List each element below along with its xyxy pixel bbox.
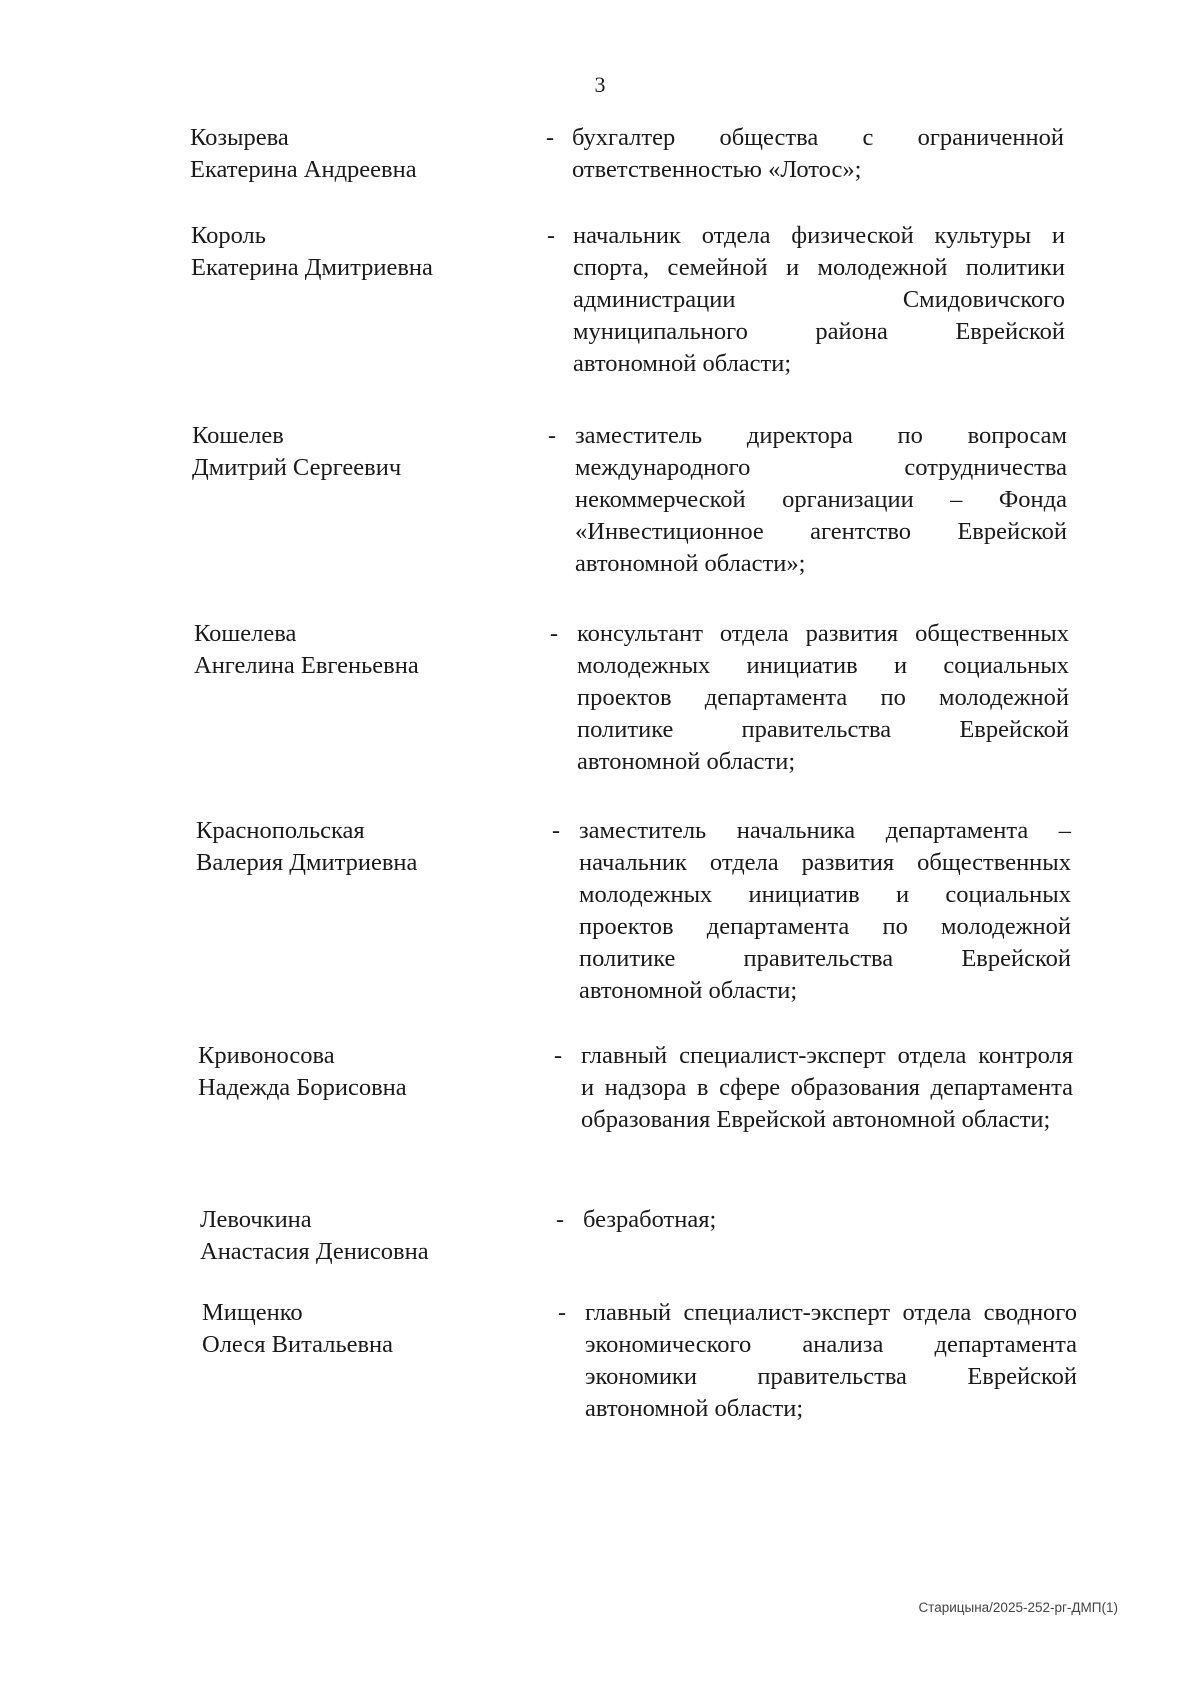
dash-separator: - <box>552 818 560 844</box>
member-name <box>191 220 521 284</box>
dash-separator: - <box>554 1043 562 1069</box>
member-given-names: Екатерина Андреевна <box>190 156 417 183</box>
member-position: главный специалист-эксперт отдела контроля и надзора в сфере образования департамента образования Еврейской автономной области; <box>581 1042 1073 1133</box>
member-position: консультант отдела развития общественных молодежных инициатив и социальных проектов департамента по молодежной политике правительства Еврейской автономной области; <box>577 620 1069 775</box>
member-given-names: Надежда Борисовна <box>198 1074 407 1101</box>
page-number: 3 <box>594 72 606 97</box>
member-name <box>200 1204 530 1268</box>
document-reference-code: Старицына/2025-252-рг-ДМП(1) <box>918 1600 1118 1615</box>
dash-separator: - <box>547 223 555 249</box>
member-surname: Кошелева <box>194 620 297 647</box>
member-position: бухгалтер общества с ограниченной ответственностью «Лотос»; <box>572 124 1064 183</box>
member-given-names: Валерия Дмитриевна <box>196 849 418 876</box>
member-surname: Мищенко <box>202 1299 303 1326</box>
member-name <box>196 815 526 879</box>
member-name <box>198 1040 528 1104</box>
member-given-names: Екатерина Дмитриевна <box>191 254 433 281</box>
member-surname: Козырева <box>190 124 289 151</box>
dash-separator: - <box>558 1300 566 1326</box>
member-position: главный специалист-эксперт отдела сводного экономического анализа департамента экономики правительства Еврейской автономной области; <box>585 1299 1077 1422</box>
member-position: заместитель директора по вопросам международного сотрудничества некоммерческой организации – Фонда «Инвестиционное агентство Еврейской автономной области»; <box>575 422 1067 577</box>
member-position: безработная; <box>583 1206 717 1233</box>
member-given-names: Дмитрий Сергеевич <box>192 454 402 481</box>
member-given-names: Олеся Витальевна <box>202 1331 394 1358</box>
member-position: начальник отдела физической культуры и спорта, семейной и молодежной политики администрации Смидовичского муниципального района Еврейской автономной области; <box>573 222 1065 377</box>
member-name <box>192 420 522 484</box>
dash-separator: - <box>556 1207 564 1233</box>
member-surname: Левочкина <box>200 1206 312 1233</box>
member-surname: Король <box>191 222 266 249</box>
member-given-names: Анастасия Денисовна <box>200 1238 429 1265</box>
member-position: заместитель начальника департамента – начальник отдела развития общественных молодежных инициатив и социальных проектов департамента по молодежной политике правительства Еврейской автономной области; <box>579 817 1071 1004</box>
member-surname: Краснопольская <box>196 817 365 844</box>
dash-separator: - <box>548 423 556 449</box>
member-given-names: Ангелина Евгеньевна <box>194 652 419 679</box>
member-name <box>190 122 520 186</box>
dash-separator: - <box>550 621 558 647</box>
member-surname: Кошелев <box>192 422 284 449</box>
member-surname: Кривоносова <box>198 1042 335 1069</box>
dash-separator: - <box>546 125 554 151</box>
member-name <box>202 1297 532 1361</box>
member-name <box>194 618 524 682</box>
